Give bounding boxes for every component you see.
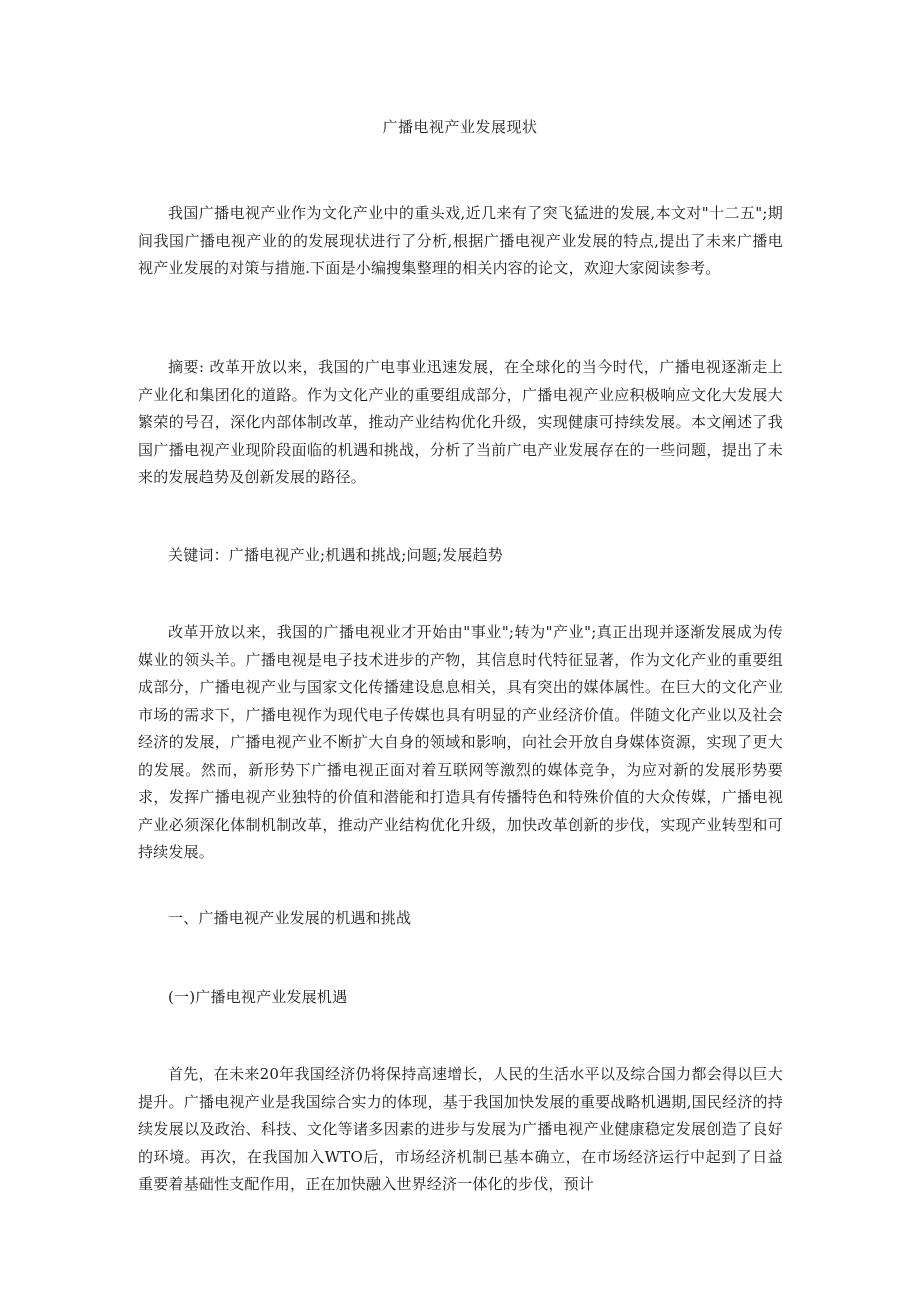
- document-title: 广播电视产业发展现状: [382, 118, 538, 136]
- keywords-line: 关键词：广播电视产业;机遇和挑战;问题;发展趋势: [168, 546, 503, 564]
- body-paragraph: 首先，在未来20年我国经济仍将保持高速增长，人民的生活水平以及综合国力都会得以巨大提升。广播电视产业是我国综合实力的体现，基于我国加快发展的重要战略机遇期,国民经济的持续发展以及政治、科技、文化等诸多因素的进步与发展为广播电视产业健康稳定发展创造了良好的环境。再次，在我国加入WTO后，市场经济机制已基本确立，在市场经济运行中起到了日益重要着基础性支配作用，正在加快融入世界经济一体化的步伐，预计: [138, 1065, 783, 1193]
- abstract-paragraph: 摘要: 改革开放以来，我国的广电事业迅速发展，在全球化的当今时代，广播电视逐渐走上产业化和集团化的道路。作为文化产业的重要组成部分，广播电视产业应积极响应文化大发展大繁荣的号召，深化内部体制改革，推动产业结构优化升级，实现健康可持续发展。本文阐述了我国广播电视产业现阶段面临的机遇和挑战，分析了当前广电产业发展存在的一些问题，提出了未来的发展趋势及创新发展的路径。: [138, 358, 783, 486]
- section-heading: 一、广播电视产业发展的机遇和挑战: [168, 909, 412, 927]
- body-paragraph: 改革开放以来，我国的广播电视业才开始由"事业";转为"产业";真正出现并逐渐发展成为传媒业的领头羊。广播电视是电子技术进步的产物，其信息时代特征显著，作为文化产业的重要组成部分，广播电视产业与国家文化传播建设息息相关，具有突出的媒体属性。在巨大的文化产业市场的需求下，广播电视作为现代电子传媒也具有明显的产业经济价值。伴随文化产业以及社会经济的发展，广播电视产业不断扩大自身的领域和影响，向社会开放自身媒体资源，实现了更大的发展。然而，新形势下广播电视正面对着互联网等激烈的媒体竞争，为应对新的发展形势要求，发挥广播电视产业独特的价值和潜能和打造具有传播特色和特殊价值的大众传媒，广播电视产业必须深化体制机制改革，推动产业结构优化升级，加快改革创新的步伐，实现产业转型和可持续发展。: [138, 623, 783, 861]
- subsection-heading: (一)广播电视产业发展机遇: [168, 988, 348, 1006]
- intro-paragraph: 我国广播电视产业作为文化产业中的重头戏,近几来有了突飞猛进的发展,本文对"十二五";期间我国广播电视产业的的发展现状进行了分析,根据广播电视产业发展的特点,提出了未来广播电视产业发展的对策与措施.下面是小编搜集整理的相关内容的论文，欢迎大家阅读参考。: [138, 204, 783, 277]
